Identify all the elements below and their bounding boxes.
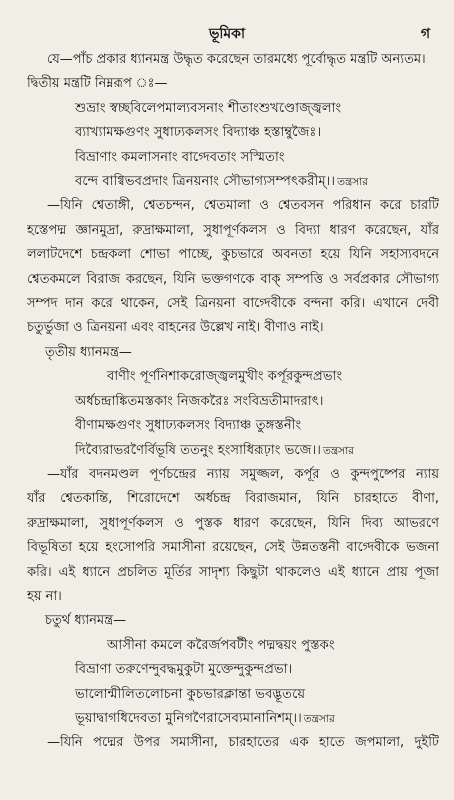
text-line: বিভূষিতা হয়ে হংসোপরি সমাসীনা রয়েছেন, সেই উন্নতস্তনী বাগ্দেবীকে ভজনা: [27, 540, 439, 556]
verse-line: শুভ্রাং স্বচ্ছবিলেপমাল্যবসনাং শীতাংশুখণ্ডোজ্জ্বলাং: [75, 100, 342, 116]
text-line: যাঁর শ্বেতকান্তি, শিরোদেশে অর্ধচন্দ্র বিরাজমান, যিনি চারহাতে বীণা,: [27, 491, 439, 507]
text-line: দ্বিতীয় মন্ত্রটি নিম্নরূপ ঃ—: [27, 76, 168, 92]
verse-line: [27, 439, 439, 463]
verse-line: অর্ধচন্দ্রাঙ্কিতমস্তকাং নিজকরৈঃ সংবিভ্রতীমাদরাৎ।: [75, 393, 324, 409]
verse-line: বাণীং পূর্ণনিশাকরোজ্জ্বলমুখীং কর্পূরকুন্দপ্রভাং: [107, 369, 343, 385]
text-line: চতুর্ভুজা ও ত্রিনয়না এবং বাহনের উল্লেখ নাই। বীণাও নাই।: [27, 320, 324, 336]
verse-line: আসীনা কমলে করৈর্জপবটীং পদ্মদ্বয়ং পুস্তকং: [107, 637, 335, 653]
text-line: যে—পাঁচ প্রকার ধ্যানমন্ত্র উদ্ধৃত করেছেন তারমধ্যে পূর্বোদ্ধৃত মন্ত্রটি অন্যতম।: [47, 52, 426, 67]
verse-text: বন্দে বাগ্বিভবপ্রদাং ত্রিনয়নাং সৌভাগ্যসম্পৎকরীম্।।: [75, 174, 336, 190]
text-line: —যাঁর বদনমণ্ডল পূর্ণচন্দ্রের ন্যায় সমুজ্জল, কর্পূর ও কুন্দপুষ্পের ন্যায়: [47, 466, 439, 482]
text-line: —যিনি শ্বেতাঙ্গী, শ্বেতচন্দন, শ্বেতমালা ও শ্বেতবসন পরিধান করে চারটি: [47, 198, 439, 214]
source-citation: তন্ত্রসার: [303, 712, 335, 725]
text-line: ললাটদেশে চন্দ্রকলা শোভা পাচ্ছে, কুচভারে অবনতা হয়ে যিনি সহাস্যবদনে: [27, 247, 439, 263]
text-line: সম্পদ দান করে থাকেন, সেই ত্রিনয়না বাগ্দেবীকে বন্দনা করি। এখানে দেবী: [27, 296, 439, 312]
verse-line: ভালোন্মীলিতলোচনা কুচভারক্লান্তা ভবদ্ভূতয়ে: [75, 686, 306, 702]
section-heading: তৃতীয় ধ্যানমন্ত্র—: [45, 344, 132, 360]
verse-text: ভূয়াদ্বাগধিদেবতা মুনিগণৈরাসেব্যমানানিশম্।।: [75, 710, 302, 726]
page-number: গ: [420, 26, 430, 42]
verse-line: [27, 707, 439, 731]
text-line: করি। এই ধ্যানে প্রচলিত মূর্তির সাদৃশ্য কিছুটা থাকলেও এই ধ্যানে প্রায় পূজা: [27, 564, 439, 580]
source-citation: তন্ত্রসার: [322, 444, 354, 457]
text-line: শ্বেতকমলে বিরাজ করছেন, যিনি ভক্তগণকে বাক্ সম্পত্তি ও সর্বপ্রকার সৌভাগ্য: [27, 271, 439, 287]
section-heading: চতুর্থ ধ্যানমন্ত্র—: [45, 613, 127, 629]
verse-line: বীণামক্ষগুণং সুধাঢ্যকলসং বিদ্যাঞ্চ তুঙ্গস্তনীং: [75, 418, 302, 434]
text-line: হয় না।: [27, 588, 62, 604]
verse-text: দিব্যৈরাভরণৈর্বিভূষি ততনুং হংসাধিরূঢ়াং ভজে।।: [75, 442, 321, 458]
verse-line: বিভ্রাণাং কমলাসনাং বাগ্দেবতাং সস্মিতাং: [75, 149, 285, 165]
text-line: রুদ্রাক্ষমালা, সুধাপূর্ণকলস ও পুস্তক ধারণ করেছেন, যিনি দিব্য আভরণে: [27, 515, 439, 531]
source-citation: তন্ত্রসার: [337, 176, 369, 189]
text-line: —যিনি পদ্মের উপর সমাসীনা, চারহাতের এক হাতে জপমালা, দুইটি: [47, 735, 439, 751]
page-title: ভূমিকা: [208, 26, 246, 42]
running-head: [0, 22, 454, 46]
verse-line: ব্যাখ্যামক্ষগুণং সুধাঢ্যকলসং বিদ্যাঞ্চ হস্তাম্বুজৈঃ।: [75, 125, 322, 141]
text-line: হস্তেপদ্ম জ্ঞানমুদ্রা, রুদ্রাক্ষমালা, সুধাপূর্ণকলস ও বিদ্যা ধারণ করেছেন, যাঁর: [27, 222, 439, 238]
page-body: [27, 48, 439, 756]
verse-line: [27, 170, 439, 194]
verse-line: বিভ্রাণা তরুণেন্দুবদ্ধমুকুটা মুক্তেন্দুকুন্দপ্রভা।: [75, 662, 293, 678]
